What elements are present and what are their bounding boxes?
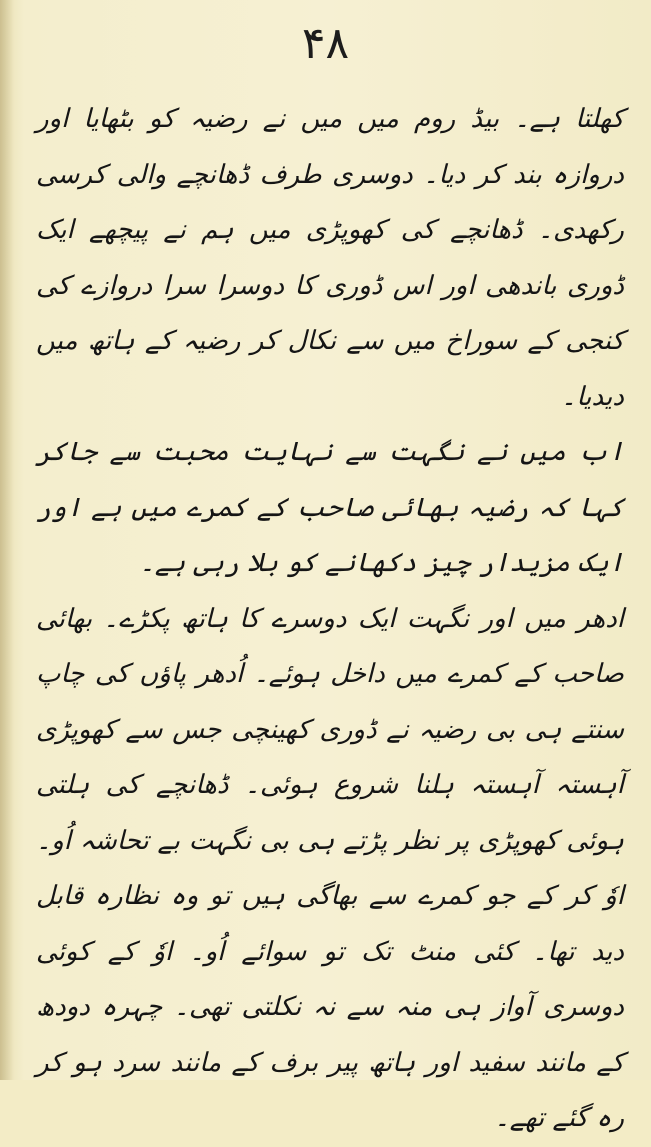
page-number: ۴۸ <box>301 18 350 69</box>
paragraph-1: کھلتا ہے۔ بیڈ روم میں میں نے رضیہ کو بٹھایا اور دروازہ بند کر دیا۔ دوسری طرف ڈھانچے والی کرسی رکھدی۔ ڈھانچے کی کھوپڑی میں ہم نے پیچھے ایک ڈوری باندھی اور اس ڈوری کا دوسرا سرا دروازے کی کنجی کے سوراخ میں سے نکال کر رضیہ کے ہاتھ میں دیدیا۔ <box>36 104 624 412</box>
body-text <box>36 92 624 1147</box>
paragraph-3: ادھر میں اور نگہت ایک دوسرے کا ہاتھ پکڑے۔ بھائی صاحب کے کمرے میں داخل ہوئے۔ اُدھر پاؤں کی چاپ سنتے ہی بی رضیہ نے ڈوری کھینچی جس سے کھوپڑی آہستہ آہستہ ہلنا شروع ہوئی۔ ڈھانچے کی ہلتی ہوئی کھوپڑی پر نظر پڑتے ہی بی نگہت بے تحاشہ اُو۔ اوٗ کر کے جو کمرے سے بھاگی ہیں تو وہ نظارہ قابل دید تھا۔ کئی منٹ تک تو سوائے اُو۔ اوٗ کے کوئی دوسری آواز ہی منہ سے نہ نکلتی تھی۔ چہرہ دودھ کے مانند سفید اور ہاتھ پیر برف کے مانند سرد ہو کر رہ گئے تھے۔ <box>36 603 624 1133</box>
paragraph-2: اب میں نے نگہت سے نہایت محبت سے جاکر کہا کہ رضیہ بھائی صاحب کے کمرے میں ہے اور ایک مزیدار چیز دکھانے کو بلا رہی ہے۔ <box>36 437 624 578</box>
page-gutter-shadow <box>0 0 14 1080</box>
